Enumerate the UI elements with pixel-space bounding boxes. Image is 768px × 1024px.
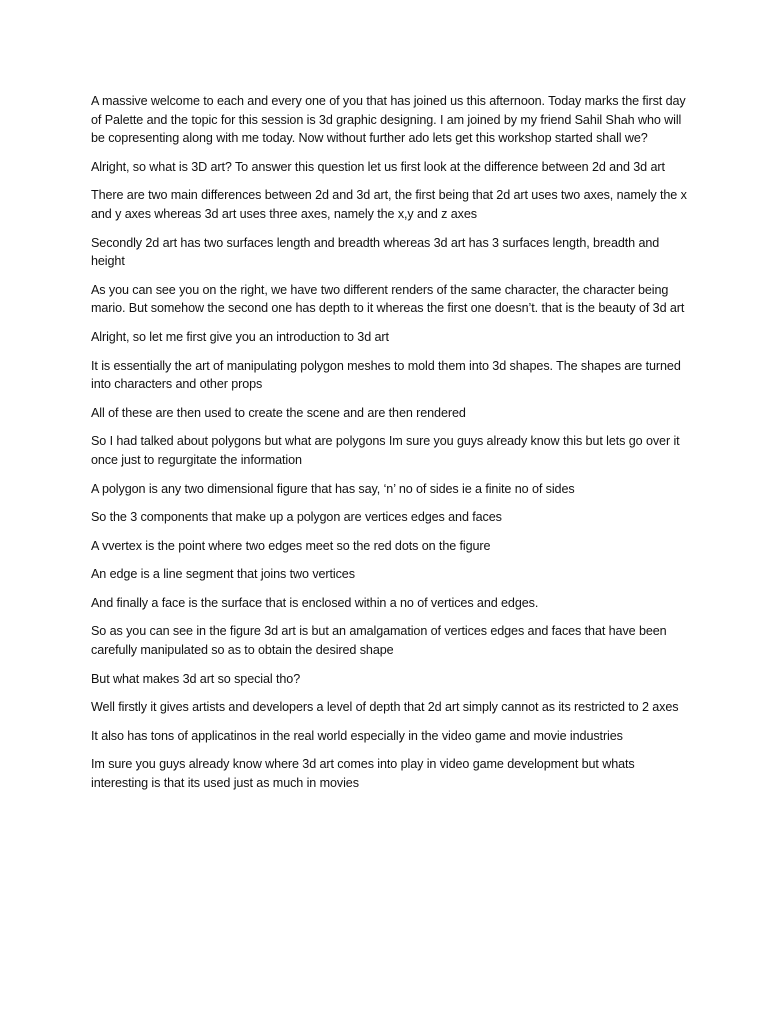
paragraph-welcome: A massive welcome to each and every one of you that has joined us this afternoon. Today marks the first day of Palette and the topic for this session is 3d graphic designing. I am joined by my friend Sahil Shah who will be copresenting along with me today. Now without further ado lets get this workshop started shall we? (91, 94, 686, 146)
paragraph-polygon-meshes: It is essentially the art of manipulating polygon meshes to mold them into 3d shapes. The shapes are turned into characters and other props (91, 358, 681, 392)
paragraph-applications: It also has tons of applicatinos in the real world especially in the video game and movie industries (91, 728, 623, 743)
paragraph-mario-renders: As you can see you on the right, we have two different renders of the same character, the character being mario. But somehow the second one has depth to it whereas the first one doesn’t. that is the beauty of 3d art (91, 282, 685, 316)
paragraph-edge: An edge is a line segment that joins two vertices (91, 567, 355, 582)
paragraph-surfaces: Secondly 2d art has two surfaces length and breadth whereas 3d art has 3 surfaces length, breadth and height (91, 235, 660, 269)
paragraph-depth: Well firstly it gives artists and developers a level of depth that 2d art simply cannot as its restricted to 2 axes (91, 700, 679, 715)
paragraph-introduction: Alright, so let me first give you an introduction to 3d art (91, 329, 389, 344)
paragraph-video-game-movies: Im sure you guys already know where 3d art comes into play in video game development but whats interesting is that its used just as much in movies (91, 757, 635, 791)
paragraph-what-are-polygons: So I had talked about polygons but what are polygons Im sure you guys already know this but lets go over it once just to regurgitate the information (91, 434, 680, 467)
document-body (91, 92, 687, 803)
paragraph-main-differences: There are two main differences between 2d and 3d art, the first being that 2d art uses two axes, namely the x and y axes whereas 3d art uses three axes, namely the x,y and z axes (91, 188, 687, 221)
paragraph-so-special: But what makes 3d art so special tho? (91, 671, 301, 686)
paragraph-components: So the 3 components that make up a polygon are vertices edges and faces (91, 510, 502, 525)
paragraph-what-is-3d-art: Alright, so what is 3D art? To answer this question let us first look at the difference between 2d and 3d art (91, 159, 665, 174)
paragraph-polygon-definition: A polygon is any two dimensional figure that has say, ‘n’ no of sides ie a finite no of sides (91, 481, 575, 496)
paragraph-amalgamation: So as you can see in the figure 3d art is but an amalgamation of vertices edges and faces that have been carefully manipulated so as to obtain the desired shape (91, 624, 667, 658)
paragraph-vertex: A vvertex is the point where two edges meet so the red dots on the figure (91, 538, 491, 553)
paragraph-face: And finally a face is the surface that is enclosed within a no of vertices and edges. (91, 595, 539, 610)
paragraph-rendered: All of these are then used to create the scene and are then rendered (91, 405, 466, 420)
